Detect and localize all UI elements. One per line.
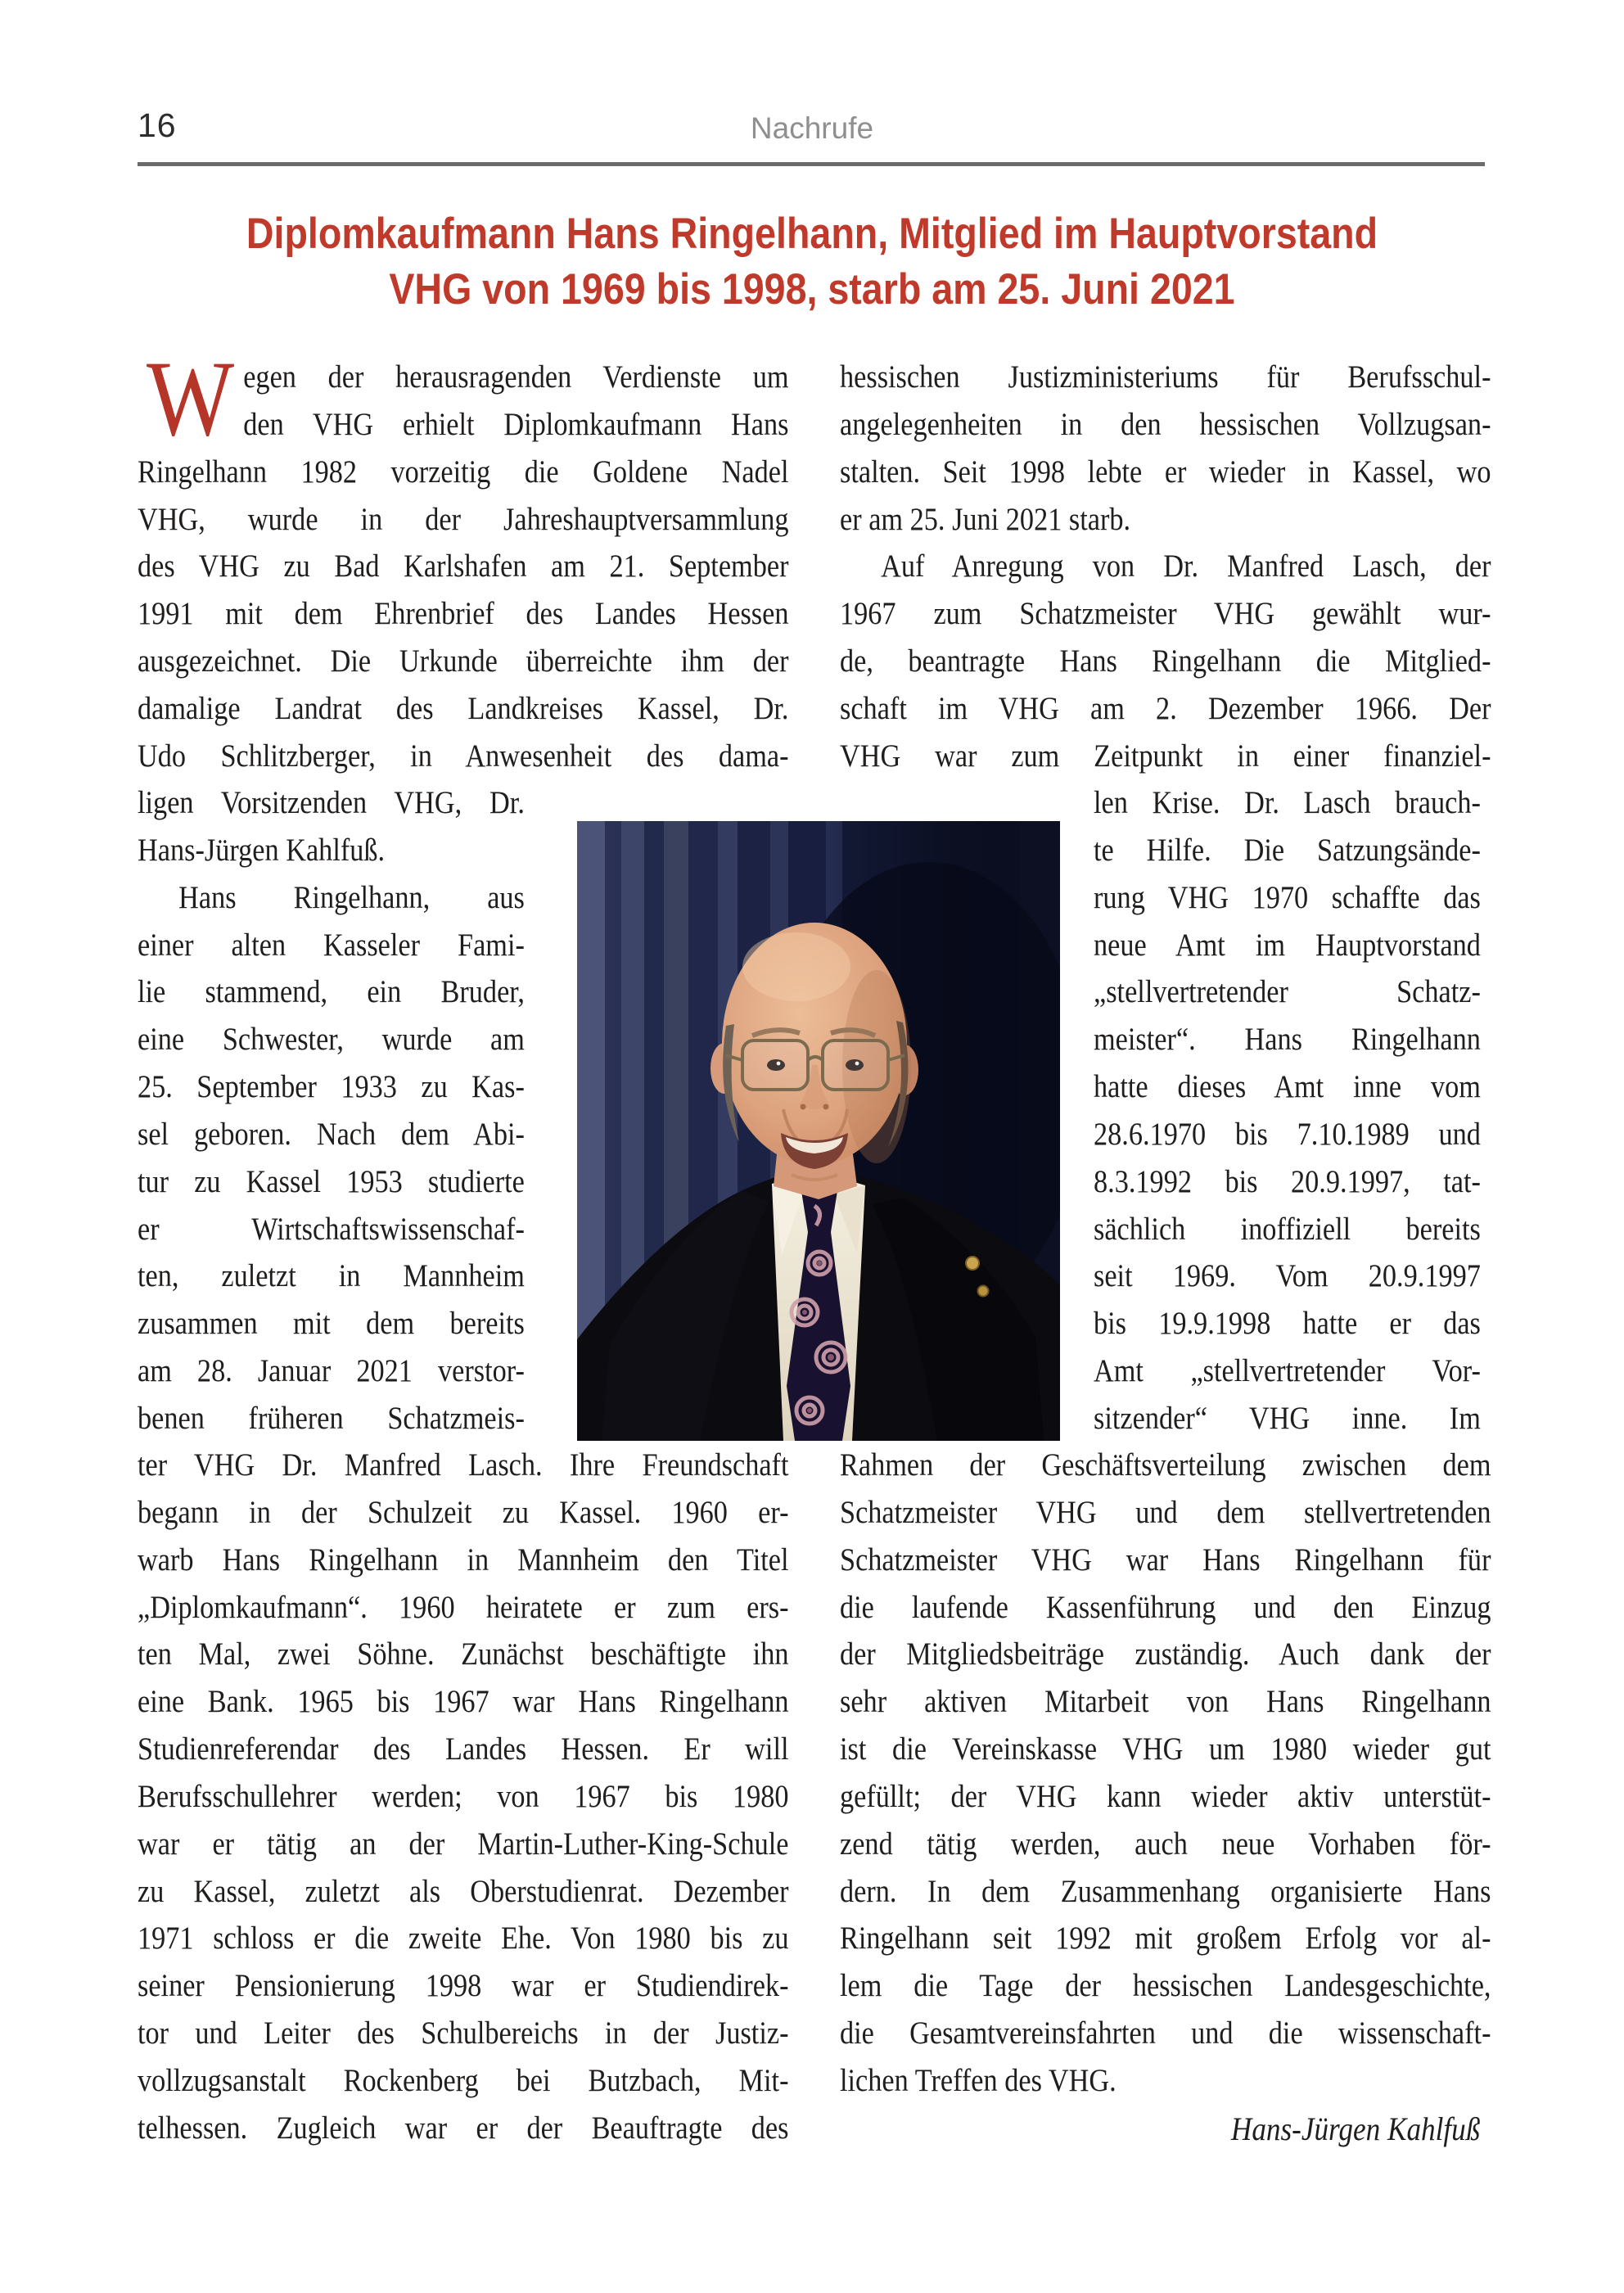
- text-line: ten, zuletzt in Mannheim: [138, 1258, 525, 1294]
- text-line: eine Schwester, wurde am: [138, 1022, 525, 1058]
- text-line: damalige Landrat des Landkreises Kassel, Dr.: [138, 690, 789, 726]
- section-header: Nachrufe: [750, 111, 874, 145]
- text-line: lichen Treffen des VHG.: [840, 2062, 1116, 2098]
- text-line: telhessen. Zugleich war er der Beauftragte des: [138, 2110, 789, 2146]
- text-line: hatte dieses Amt inne vom: [1094, 1069, 1481, 1105]
- text-line: lie stammend, ein Bruder,: [138, 974, 525, 1010]
- text-line: „Diplomkaufmann“. 1960 heiratete er zum ers-: [138, 1589, 789, 1625]
- text-line: die laufende Kassenführung und den Einzug: [840, 1589, 1491, 1625]
- text-line: stalten. Seit 1998 lebte er wieder in Kassel, wo: [840, 454, 1491, 490]
- text-line: meister“. Hans Ringelhann: [1094, 1022, 1481, 1058]
- article-title-line2: VHG von 1969 bis 1998, starb am 25. Juni 2021: [389, 265, 1235, 314]
- text-line: neue Amt im Hauptvorstand: [1094, 927, 1481, 963]
- text-line: dern. In dem Zusammenhang organisierte Hans: [840, 1873, 1491, 1909]
- text-line: 1971 schloss er die zweite Ehe. Von 1980 bis zu: [138, 1921, 789, 1957]
- text-line: 25. September 1933 zu Kas-: [138, 1069, 525, 1105]
- drop-cap: W: [147, 338, 235, 458]
- text-line: einer alten Kasseler Fami-: [138, 927, 525, 963]
- left-column-bottom-block: [138, 1442, 788, 2152]
- text-line: Udo Schlitzberger, in Anwesenheit des dama-: [138, 738, 789, 774]
- text-line: 28.6.1970 bis 7.10.1989 und: [1094, 1116, 1481, 1152]
- text-line: tor und Leiter des Schulbereichs in der Justiz-: [138, 2015, 789, 2052]
- text-line: Ringelhann seit 1992 mit großem Erfolg vor al-: [840, 1921, 1491, 1957]
- text-line: ter VHG Dr. Manfred Lasch. Ihre Freundschaft: [138, 1447, 789, 1483]
- text-line: gefüllt; der VHG kann wieder aktiv unterstüt-: [840, 1778, 1491, 1814]
- text-line: angelegenheiten in den hessischen Vollzugsan-: [840, 406, 1491, 442]
- text-line: sitzender“ VHG inne. Im: [1094, 1400, 1481, 1436]
- text-line: 1967 zum Schatzmeister VHG gewählt wur-: [840, 596, 1491, 632]
- text-line: Hans Ringelhann, aus: [178, 879, 525, 915]
- text-line: Auf Anregung von Dr. Manfred Lasch, der: [881, 548, 1491, 585]
- text-line: tur zu Kassel 1953 studierte: [138, 1163, 525, 1199]
- text-line: ist die Vereinskasse VHG um 1980 wieder gut: [840, 1731, 1491, 1767]
- text-line: er Wirtschaftswissenschaf-: [138, 1211, 525, 1247]
- left-column-narrow-block: [138, 779, 525, 1442]
- page-number: 16: [138, 106, 177, 144]
- right-column-bottom-block: [840, 1442, 1491, 2105]
- text-line: sel geboren. Nach dem Abi-: [138, 1116, 525, 1152]
- text-line: bis 19.9.1998 hatte er das: [1094, 1306, 1481, 1342]
- text-line: Hans-Jürgen Kahlfuß.: [138, 832, 386, 868]
- text-line: er am 25. Juni 2021 starb.: [840, 501, 1131, 537]
- text-line: egen der herausragenden Verdienste um: [243, 359, 789, 395]
- text-line: len Krise. Dr. Lasch brauch-: [1094, 785, 1481, 820]
- right-column-narrow-block: [1094, 779, 1481, 1442]
- text-line: sehr aktiven Mitarbeit von Hans Ringelhann: [840, 1684, 1491, 1720]
- portrait-photo-graphic: [577, 821, 1060, 1441]
- text-line: schaft im VHG am 2. Dezember 1966. Der: [840, 690, 1491, 726]
- text-line: zusammen mit dem bereits: [138, 1306, 525, 1342]
- text-line: am 28. Januar 2021 verstor-: [138, 1353, 525, 1389]
- text-line: Berufsschullehrer werden; von 1967 bis 1980: [138, 1778, 789, 1814]
- text-line: zend tätig werden, auch neue Vorhaben för-: [840, 1826, 1491, 1862]
- header-rule: [138, 162, 1485, 166]
- text-line: rung VHG 1970 schaffte das: [1094, 879, 1481, 915]
- text-line: begann in der Schulzeit zu Kassel. 1960 er-: [138, 1494, 789, 1530]
- text-line: 1991 mit dem Ehrenbrief des Landes Hessen: [138, 596, 789, 632]
- text-line: Schatzmeister VHG und dem stellvertretenden: [840, 1494, 1491, 1530]
- text-line: 8.3.1992 bis 20.9.1997, tat-: [1094, 1163, 1481, 1199]
- text-line: lem die Tage der hessischen Landesgeschichte,: [840, 1968, 1491, 2004]
- text-line: Amt „stellvertretender Vor-: [1094, 1353, 1481, 1389]
- text-line: die Gesamtvereinsfahrten und die wissenschaft-: [840, 2015, 1491, 2052]
- text-line: zu Kassel, zuletzt als Oberstudienrat. Dezember: [138, 1873, 789, 1909]
- text-line: seiner Pensionierung 1998 war er Studiendirek-: [138, 1968, 789, 2004]
- text-line: VHG war zum Zeitpunkt in einer finanziel-: [840, 738, 1491, 774]
- portrait-photo: [577, 821, 1060, 1441]
- text-line: hessischen Justizministeriums für Berufsschul-: [840, 359, 1491, 395]
- text-line: des VHG zu Bad Karlshafen am 21. September: [138, 548, 789, 585]
- text-line: VHG, wurde in der Jahreshauptversammlung: [138, 501, 789, 537]
- text-line: eine Bank. 1965 bis 1967 war Hans Ringelhann: [138, 1684, 789, 1720]
- text-line: „stellvertretender Schatz-: [1094, 974, 1481, 1010]
- text-line: ten Mal, zwei Söhne. Zunächst beschäftigte ihn: [138, 1636, 789, 1672]
- text-line: Studienreferendar des Landes Hessen. Er will: [138, 1731, 789, 1767]
- text-line: Rahmen der Geschäftsverteilung zwischen dem: [840, 1447, 1491, 1483]
- author-signature: Hans-Jürgen Kahlfuß: [1230, 2110, 1481, 2147]
- text-line: sächlich inoffiziell bereits: [1094, 1211, 1481, 1247]
- article-title-line1: Diplomkaufmann Hans Ringelhann, Mitglied im Hauptvorstand: [246, 210, 1378, 258]
- text-line: war er tätig an der Martin-Luther-King-Schule: [138, 1826, 789, 1862]
- bald-head-highlight: [742, 932, 850, 1001]
- text-line: den VHG erhielt Diplomkaufmann Hans: [243, 406, 789, 442]
- text-line: Ringelhann 1982 vorzeitig die Goldene Nadel: [138, 454, 789, 490]
- text-line: te Hilfe. Die Satzungsände-: [1094, 832, 1481, 868]
- text-line: ligen Vorsitzenden VHG, Dr.: [138, 785, 525, 820]
- text-line: warb Hans Ringelhann in Mannheim den Titel: [138, 1541, 789, 1578]
- text-line: benen früheren Schatzmeis-: [138, 1400, 525, 1436]
- article-title: [51, 206, 1573, 318]
- left-column-top-block: [138, 354, 788, 780]
- text-line: de, beantragte Hans Ringelhann die Mitglied-: [840, 643, 1491, 679]
- text-line: der Mitgliedsbeiträge zuständig. Auch dank der: [840, 1636, 1491, 1672]
- right-column-top-block: [840, 354, 1491, 780]
- text-line: Schatzmeister VHG war Hans Ringelhann für: [840, 1541, 1491, 1578]
- text-line: vollzugsanstalt Rockenberg bei Butzbach, Mit-: [138, 2062, 789, 2098]
- text-line: ausgezeichnet. Die Urkunde überreichte ihm der: [138, 643, 789, 679]
- text-line: seit 1969. Vom 20.9.1997: [1094, 1258, 1481, 1294]
